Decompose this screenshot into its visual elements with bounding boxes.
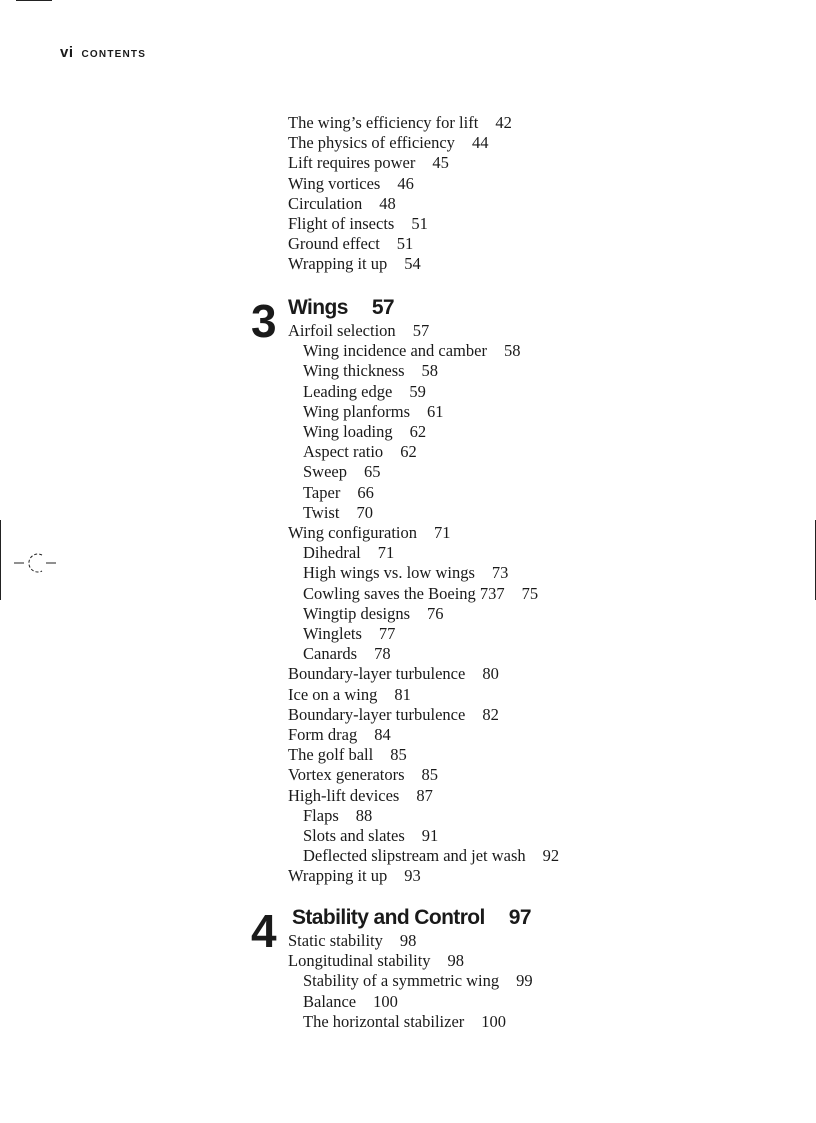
toc-entry-title: Wing configuration (288, 523, 418, 542)
toc-subentry (303, 1012, 506, 1032)
toc-entry-page: 51 (396, 234, 414, 254)
page-folio: vi (60, 44, 74, 61)
toc-entry-page: 99 (516, 971, 533, 991)
toc-entry-title: Balance (303, 991, 357, 1011)
toc-entry (288, 153, 449, 173)
toc-entry-page: 75 (521, 583, 539, 603)
toc-entry-title: Boundary-layer turbulence (288, 664, 466, 684)
toc-entry-page: 57 (412, 321, 430, 340)
toc-entry-page: 73 (491, 563, 509, 583)
toc-entry-title: Form drag (288, 725, 358, 744)
toc-entry-title: Wing loading (303, 422, 393, 441)
toc-entry (288, 705, 499, 725)
toc-entry-page: 54 (404, 254, 421, 274)
toc-entry (288, 745, 407, 765)
toc-subentry (303, 483, 374, 503)
chapter-title: Wings (288, 296, 348, 319)
toc-entry (288, 321, 429, 341)
toc-entry (288, 725, 391, 745)
toc-subentry (303, 846, 559, 866)
chapter-number: 3 (251, 295, 275, 347)
toc-entry-page: 46 (397, 173, 414, 193)
running-head (60, 44, 146, 62)
toc-entry-page: 88 (355, 805, 373, 825)
toc-entry-page: 100 (481, 1011, 507, 1031)
toc-entry-page: 85 (390, 745, 407, 765)
toc-entry (288, 786, 433, 806)
toc-subentry (303, 382, 426, 402)
toc-entry-title: Twist (303, 502, 340, 522)
toc-entry-title: Wing vortices (288, 173, 381, 193)
chapter-page: 57 (371, 296, 394, 319)
toc-entry-page: 82 (482, 704, 499, 724)
toc-subentry (303, 361, 438, 381)
toc-entry-title: High-lift devices (288, 785, 400, 805)
toc-entry-page: 84 (374, 725, 391, 744)
toc-subentry (303, 992, 398, 1012)
toc-entry-title: Leading edge (303, 381, 393, 401)
toc-subentry (303, 604, 444, 624)
toc-entry-page: 45 (432, 153, 449, 173)
toc-entry-page: 61 (427, 401, 444, 421)
chapter-heading (292, 906, 531, 930)
toc-entry-page: 91 (421, 826, 439, 845)
toc-entry-page: 77 (378, 624, 396, 643)
toc-entry (288, 133, 488, 153)
toc-entry (288, 214, 428, 234)
toc-entry-page: 100 (373, 991, 398, 1011)
toc-entry (288, 664, 499, 684)
toc-subentry (303, 503, 373, 523)
chapter-page: 97 (508, 906, 531, 929)
toc-entry (288, 113, 512, 133)
toc-entry (288, 254, 421, 274)
toc-subentry (303, 806, 372, 826)
toc-entry-title: Dihedral (303, 543, 361, 563)
toc-subentry (303, 422, 426, 442)
toc-entry-title: Aspect ratio (303, 442, 384, 462)
chapter-heading (288, 296, 394, 320)
toc-entry-title: The horizontal stabilizer (303, 1011, 465, 1031)
toc-subentry (303, 971, 533, 991)
toc-entry-page: 58 (421, 361, 439, 381)
toc-entry-page: 85 (421, 765, 439, 785)
toc-entry-title: Taper (303, 482, 341, 502)
toc-entry-title: Wing thickness (303, 361, 405, 381)
toc-entry-page: 59 (409, 381, 426, 401)
toc-subentry (303, 402, 444, 422)
crop-mark-top (16, 0, 52, 1)
chapter-number: 4 (251, 905, 275, 957)
toc-entry-title: Wing incidence and camber (303, 341, 487, 361)
toc-entry-page: 62 (400, 442, 417, 462)
toc-entry-page: 44 (471, 133, 489, 153)
toc-entry-title: Longitudinal stability (288, 951, 431, 971)
toc-entry-title: Airfoil selection (288, 321, 396, 340)
running-head-label: CONTENTS (81, 49, 147, 60)
toc-entry-title: Wrapping it up (288, 866, 388, 886)
toc-entry-title: The wing’s efficiency for lift (288, 113, 479, 132)
toc-subentry (303, 624, 395, 644)
toc-subentry (303, 543, 394, 563)
toc-subentry (303, 341, 520, 361)
toc-subentry (303, 442, 417, 462)
toc-subentry (303, 644, 391, 664)
toc-entry-title: Ice on a wing (288, 684, 378, 704)
toc-entry (288, 523, 451, 543)
toc-entry-title: Winglets (303, 624, 362, 643)
toc-subentry (303, 584, 538, 604)
toc-entry (288, 931, 416, 951)
registration-mark-icon (14, 548, 58, 578)
toc-entry (288, 685, 411, 705)
toc-entry-page: 48 (379, 193, 396, 213)
toc-entry-title: Sweep (303, 462, 347, 482)
toc-entry-page: 66 (357, 482, 374, 502)
crop-mark-left (0, 520, 1, 600)
toc-entry-page: 42 (495, 113, 512, 132)
toc-entry-page: 70 (356, 502, 373, 522)
toc-entry-title: Wrapping it up (288, 254, 388, 274)
toc-entry-title: Deflected slipstream and jet wash (303, 846, 526, 866)
toc-entry-title: Canards (303, 644, 358, 664)
toc-entry-title: Wing planforms (303, 401, 411, 421)
toc-entry-title: Stability of a symmetric wing (303, 971, 500, 991)
toc-entry (288, 174, 414, 194)
toc-entry (288, 194, 396, 214)
toc-entry-page: 98 (399, 931, 417, 950)
toc-entry-title: High wings vs. low wings (303, 563, 475, 583)
toc-entry-page: 58 (503, 341, 521, 361)
toc-entry-page: 76 (427, 603, 444, 623)
toc-subentry (303, 826, 438, 846)
toc-entry-title: The physics of efficiency (288, 133, 455, 153)
toc-entry-title: Ground effect (288, 234, 380, 254)
toc-entry-page: 71 (377, 543, 395, 563)
toc-subentry (303, 563, 508, 583)
toc-entry-title: Static stability (288, 931, 383, 950)
toc-entry-title: Slots and slates (303, 826, 405, 845)
toc-entry (288, 866, 421, 886)
toc-entry-page: 62 (409, 422, 427, 441)
toc-entry-page: 98 (447, 951, 465, 971)
toc-entry-title: Flight of insects (288, 214, 395, 233)
toc-entry-title: Circulation (288, 193, 363, 213)
toc-entry (288, 951, 464, 971)
toc-entry-title: Boundary-layer turbulence (288, 704, 466, 724)
toc-entry-title: Wingtip designs (303, 603, 411, 623)
toc-entry-page: 80 (482, 664, 499, 684)
toc-entry-page: 78 (374, 644, 391, 664)
toc-entry-page: 87 (416, 785, 433, 805)
toc-entry-title: Cowling saves the Boeing 737 (303, 583, 505, 603)
toc-entry-page: 65 (364, 462, 381, 482)
toc-subentry (303, 462, 381, 482)
toc-entry-title: Lift requires power (288, 153, 416, 173)
toc-entry-page: 51 (411, 214, 428, 233)
toc-entry (288, 765, 438, 785)
toc-entry-title: The golf ball (288, 745, 374, 765)
toc-entry-title: Flaps (303, 805, 339, 825)
toc-entry-title: Vortex generators (288, 765, 405, 785)
chapter-title: Stability and Control (292, 906, 485, 929)
toc-entry-page: 93 (404, 866, 421, 886)
toc-entry (288, 234, 413, 254)
toc-entry-page: 81 (394, 684, 411, 704)
toc-entry-page: 71 (434, 523, 451, 542)
toc-entry-page: 92 (542, 846, 560, 866)
